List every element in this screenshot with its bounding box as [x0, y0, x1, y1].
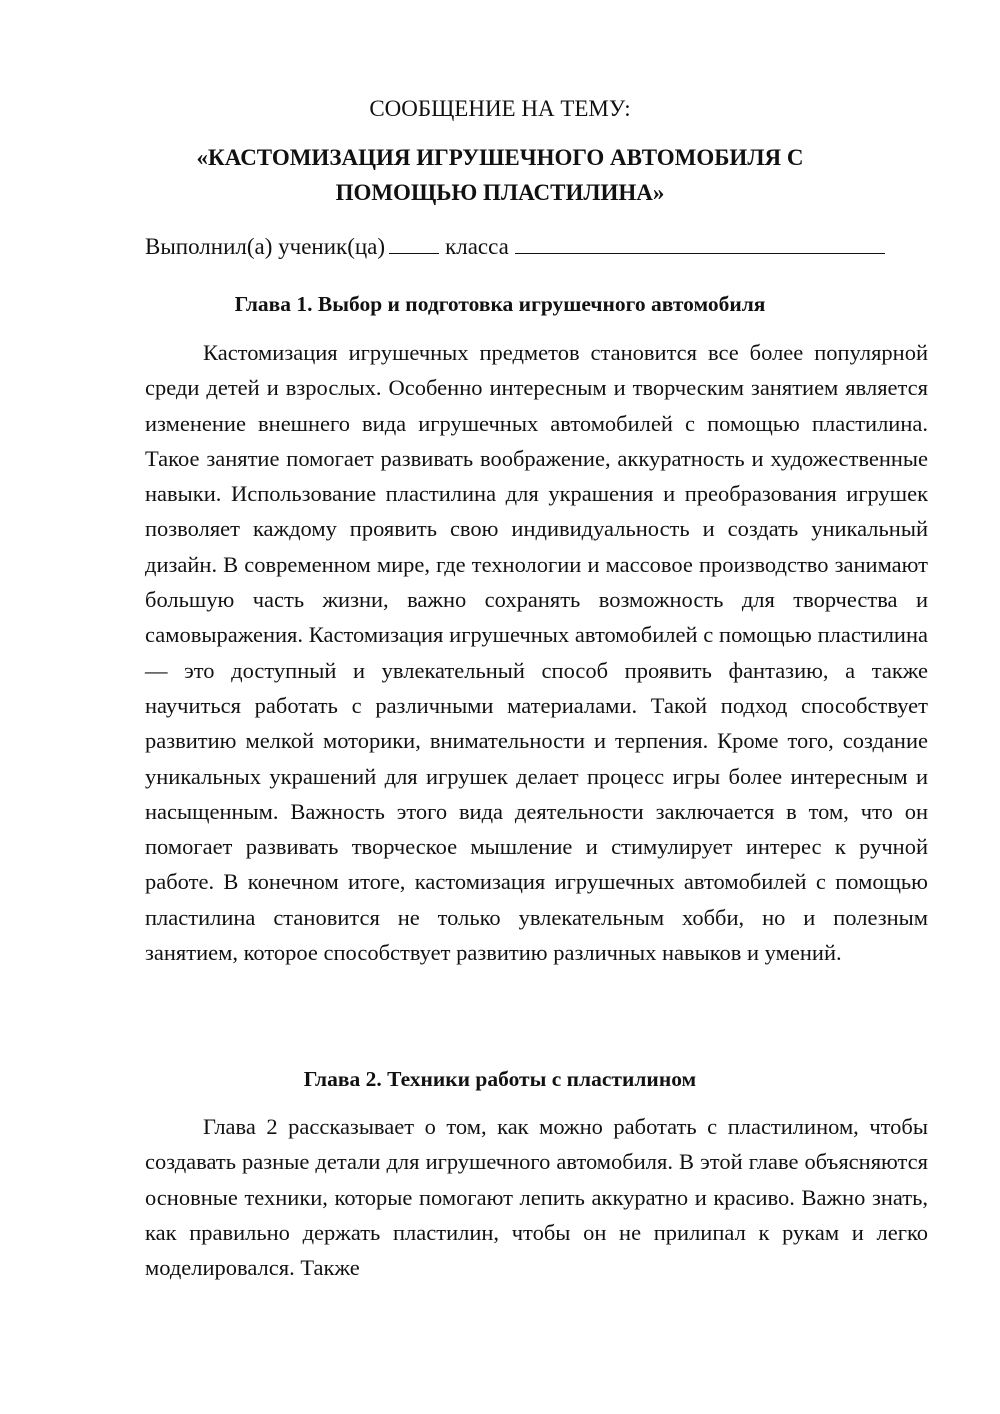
author-class-label: класса [445, 234, 509, 259]
document-topic-title-line1: «КАСТОМИЗАЦИЯ ИГРУШЕЧНОГО АВТОМОБИЛЯ С [196, 145, 804, 170]
document-topic-title-line2: ПОМОЩЬЮ ПЛАСТИЛИНА» [335, 180, 665, 205]
author-prefix: Выполнил(а) ученик(ца) [145, 234, 386, 259]
chapter-1-title: Глава 1. Выбор и подготовка игрушечного автомобиля [234, 292, 766, 316]
chapter-2-title: Глава 2. Техники работы с пластилином [303, 1067, 697, 1091]
chapter-1-paragraph: Кастомизация игрушечных предметов становится все более популярной среди детей и взрослых. Особенно интересным и творческим занятием является изменение внешнего вида игрушечных автомобилей с помощью пластилина. Такое занятие помогает развивать воображение, аккуратность и художественные навыки. Использование пластилина для украшения и преобразования игрушек позволяет каждому проявить свою индивидуальность и создать уникальный дизайн. В современном мире, где технологии и массовое производство занимают большую часть жизни, важно сохранять возможность для творчества и самовыражения. Кастомизация игрушечных автомобилей с помощью пластилина — это доступный и увлекательный способ проявить фантазию, а также научиться работать с различными материалами. Такой подход способствует развитию мелкой моторики, внимательности и терпения. Кроме того, создание уникальных украшений для игрушек делает процесс игры более интересным и насыщенным. Важность этого вида деятельности заключается в том, что он помогает развивать творческое мышление и стимулирует интерес к ручной работе. В конечном итоге, кастомизация игрушечных автомобилей с помощью пластилина становится не только увлекательным хобби, но и полезным занятием, которое способствует развитию различных навыков и умений. [145, 340, 928, 966]
author-line [145, 232, 935, 262]
name-blank-field [515, 232, 885, 254]
document-heading-label: СООБЩЕНИЕ НА ТЕМУ: [369, 96, 631, 121]
class-blank-field [389, 232, 439, 254]
chapter-2-paragraph: Глава 2 рассказывает о том, как можно работать с пластилином, чтобы создавать разные детали для игрушечного автомобиля. В этой главе объясняются основные техники, которые помогают лепить аккуратно и красиво. Важно знать, как правильно держать пластилин, чтобы он не прилипал к рукам и легко моделировался. Также [145, 1114, 928, 1281]
